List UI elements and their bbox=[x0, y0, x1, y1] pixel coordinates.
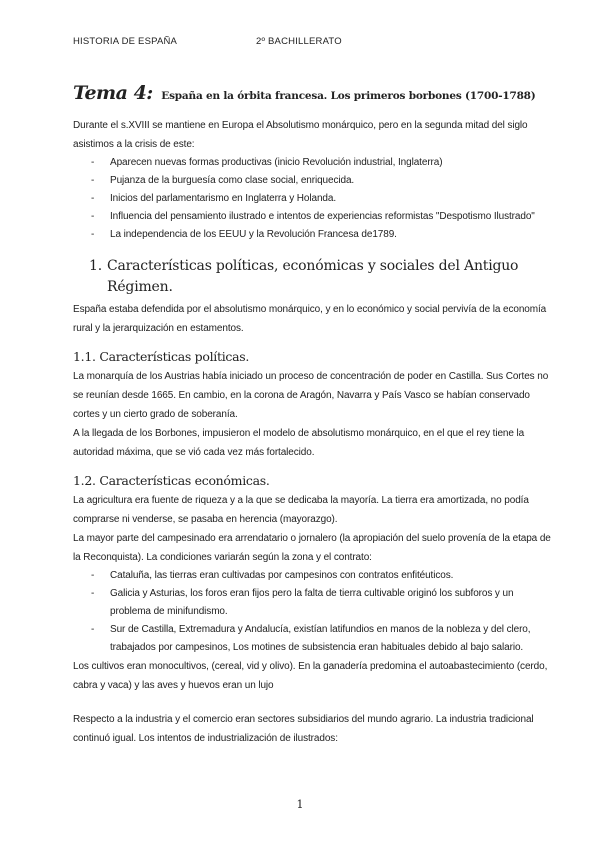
section-1-2-list bbox=[73, 567, 556, 657]
section-1-2-paragraph-1: La agricultura era fuente de riqueza y a la que se dedicaba la mayoría. La tierra era amortizada, no podía comprarse ni venderse, se pasaba en herencia (mayorazgo). bbox=[73, 495, 529, 525]
document-body bbox=[73, 82, 556, 748]
section-1-1-paragraph-1: La monarquía de los Austrias había iniciado un proceso de concentración de poder en Castilla. Sus Cortes no se reunían desde 1665. En cambio, en la corona de Aragón, Navarra y País Vasco se habían conservado cortes y un cierto grado de soberanía. bbox=[73, 371, 549, 420]
list-item: - La independencia de los EEUU y la Revolución Francesa de1789. bbox=[89, 226, 556, 244]
section-1-heading bbox=[73, 256, 556, 298]
section-1-number: 1. bbox=[89, 258, 102, 274]
section-1-1-paragraph-2: A la llegada de los Borbones, impusieron el modelo de absolutismo monárquico, en el que el rey tiene la autoridad máxima, que se vió cada vez más fortalecido. bbox=[73, 428, 525, 458]
paragraph-gap bbox=[73, 695, 556, 710]
intro-paragraph: Durante el s.XVIII se mantiene en Europa el Absolutismo monárquico, pero en la segunda mitad del siglo asistimos a la crisis de este: bbox=[73, 120, 528, 150]
header-course: 2º BACHILLERATO bbox=[256, 36, 342, 47]
tema-title bbox=[73, 82, 556, 104]
intro-list bbox=[73, 154, 556, 244]
list-item: - Inicios del parlamentarismo en Inglaterra y Holanda. bbox=[89, 190, 556, 208]
section-1-1-heading: 1.1. Características políticas. bbox=[73, 349, 250, 364]
list-item: - Aparecen nuevas formas productivas (inicio Revolución industrial, Inglaterra) bbox=[89, 154, 556, 172]
list-item: - Sur de Castilla, Extremadura y Andalucía, existían latifundios en manos de la nobleza y del clero, trabajados por campesinos, Los motines de subsistencia eran habituales debido al bajo salario. bbox=[89, 621, 556, 657]
page-header bbox=[73, 36, 540, 50]
section-1-2-paragraph-3: Los cultivos eran monocultivos, (cereal, vid y olivo). En la ganadería predomina el autoabastecimiento (cerdo, cabra y vaca) y las aves y huevos eran un lujo bbox=[73, 661, 548, 691]
section-1-paragraph: España estaba defendida por el absolutismo monárquico, y en lo económico y social pervivía de la economía rural y la jerarquización en estamentos. bbox=[73, 304, 547, 334]
section-1-2-paragraph-4: Respecto a la industria y el comercio eran sectores subsidiarios del mundo agrario. La industria tradicional continuó igual. Los intentos de industrialización de ilustrados: bbox=[73, 714, 534, 744]
section-1-2-paragraph-2: La mayor parte del campesinado era arrendatario o jornalero (la apropiación del suelo provenía de la etapa de la Reconquista). La condiciones variarán según la zona y el contrato: bbox=[73, 533, 551, 563]
section-1-2-heading: 1.2. Características económicas. bbox=[73, 473, 270, 488]
tema-label: Tema 4: bbox=[73, 82, 153, 104]
section-1-title: Características políticas, económicas y sociales del Antiguo Régimen. bbox=[107, 258, 519, 295]
page-number: 1 bbox=[296, 798, 304, 811]
list-item: - Influencia del pensamiento ilustrado e intentos de experiencias reformistas "Despotismo Ilustrado" bbox=[89, 208, 556, 226]
list-item: - Galicia y Asturias, los foros eran fijos pero la falta de tierra cultivable originó los subforos y un problema de minifundismo. bbox=[89, 585, 556, 621]
list-item: - Pujanza de la burguesía como clase social, enriquecida. bbox=[89, 172, 556, 190]
tema-heading: España en la órbita francesa. Los primeros borbones (1700-1788) bbox=[161, 90, 536, 102]
header-subject: HISTORIA DE ESPAÑA bbox=[73, 36, 178, 47]
list-item: - Cataluña, las tierras eran cultivadas por campesinos con contratos enfitéuticos. bbox=[89, 567, 556, 585]
